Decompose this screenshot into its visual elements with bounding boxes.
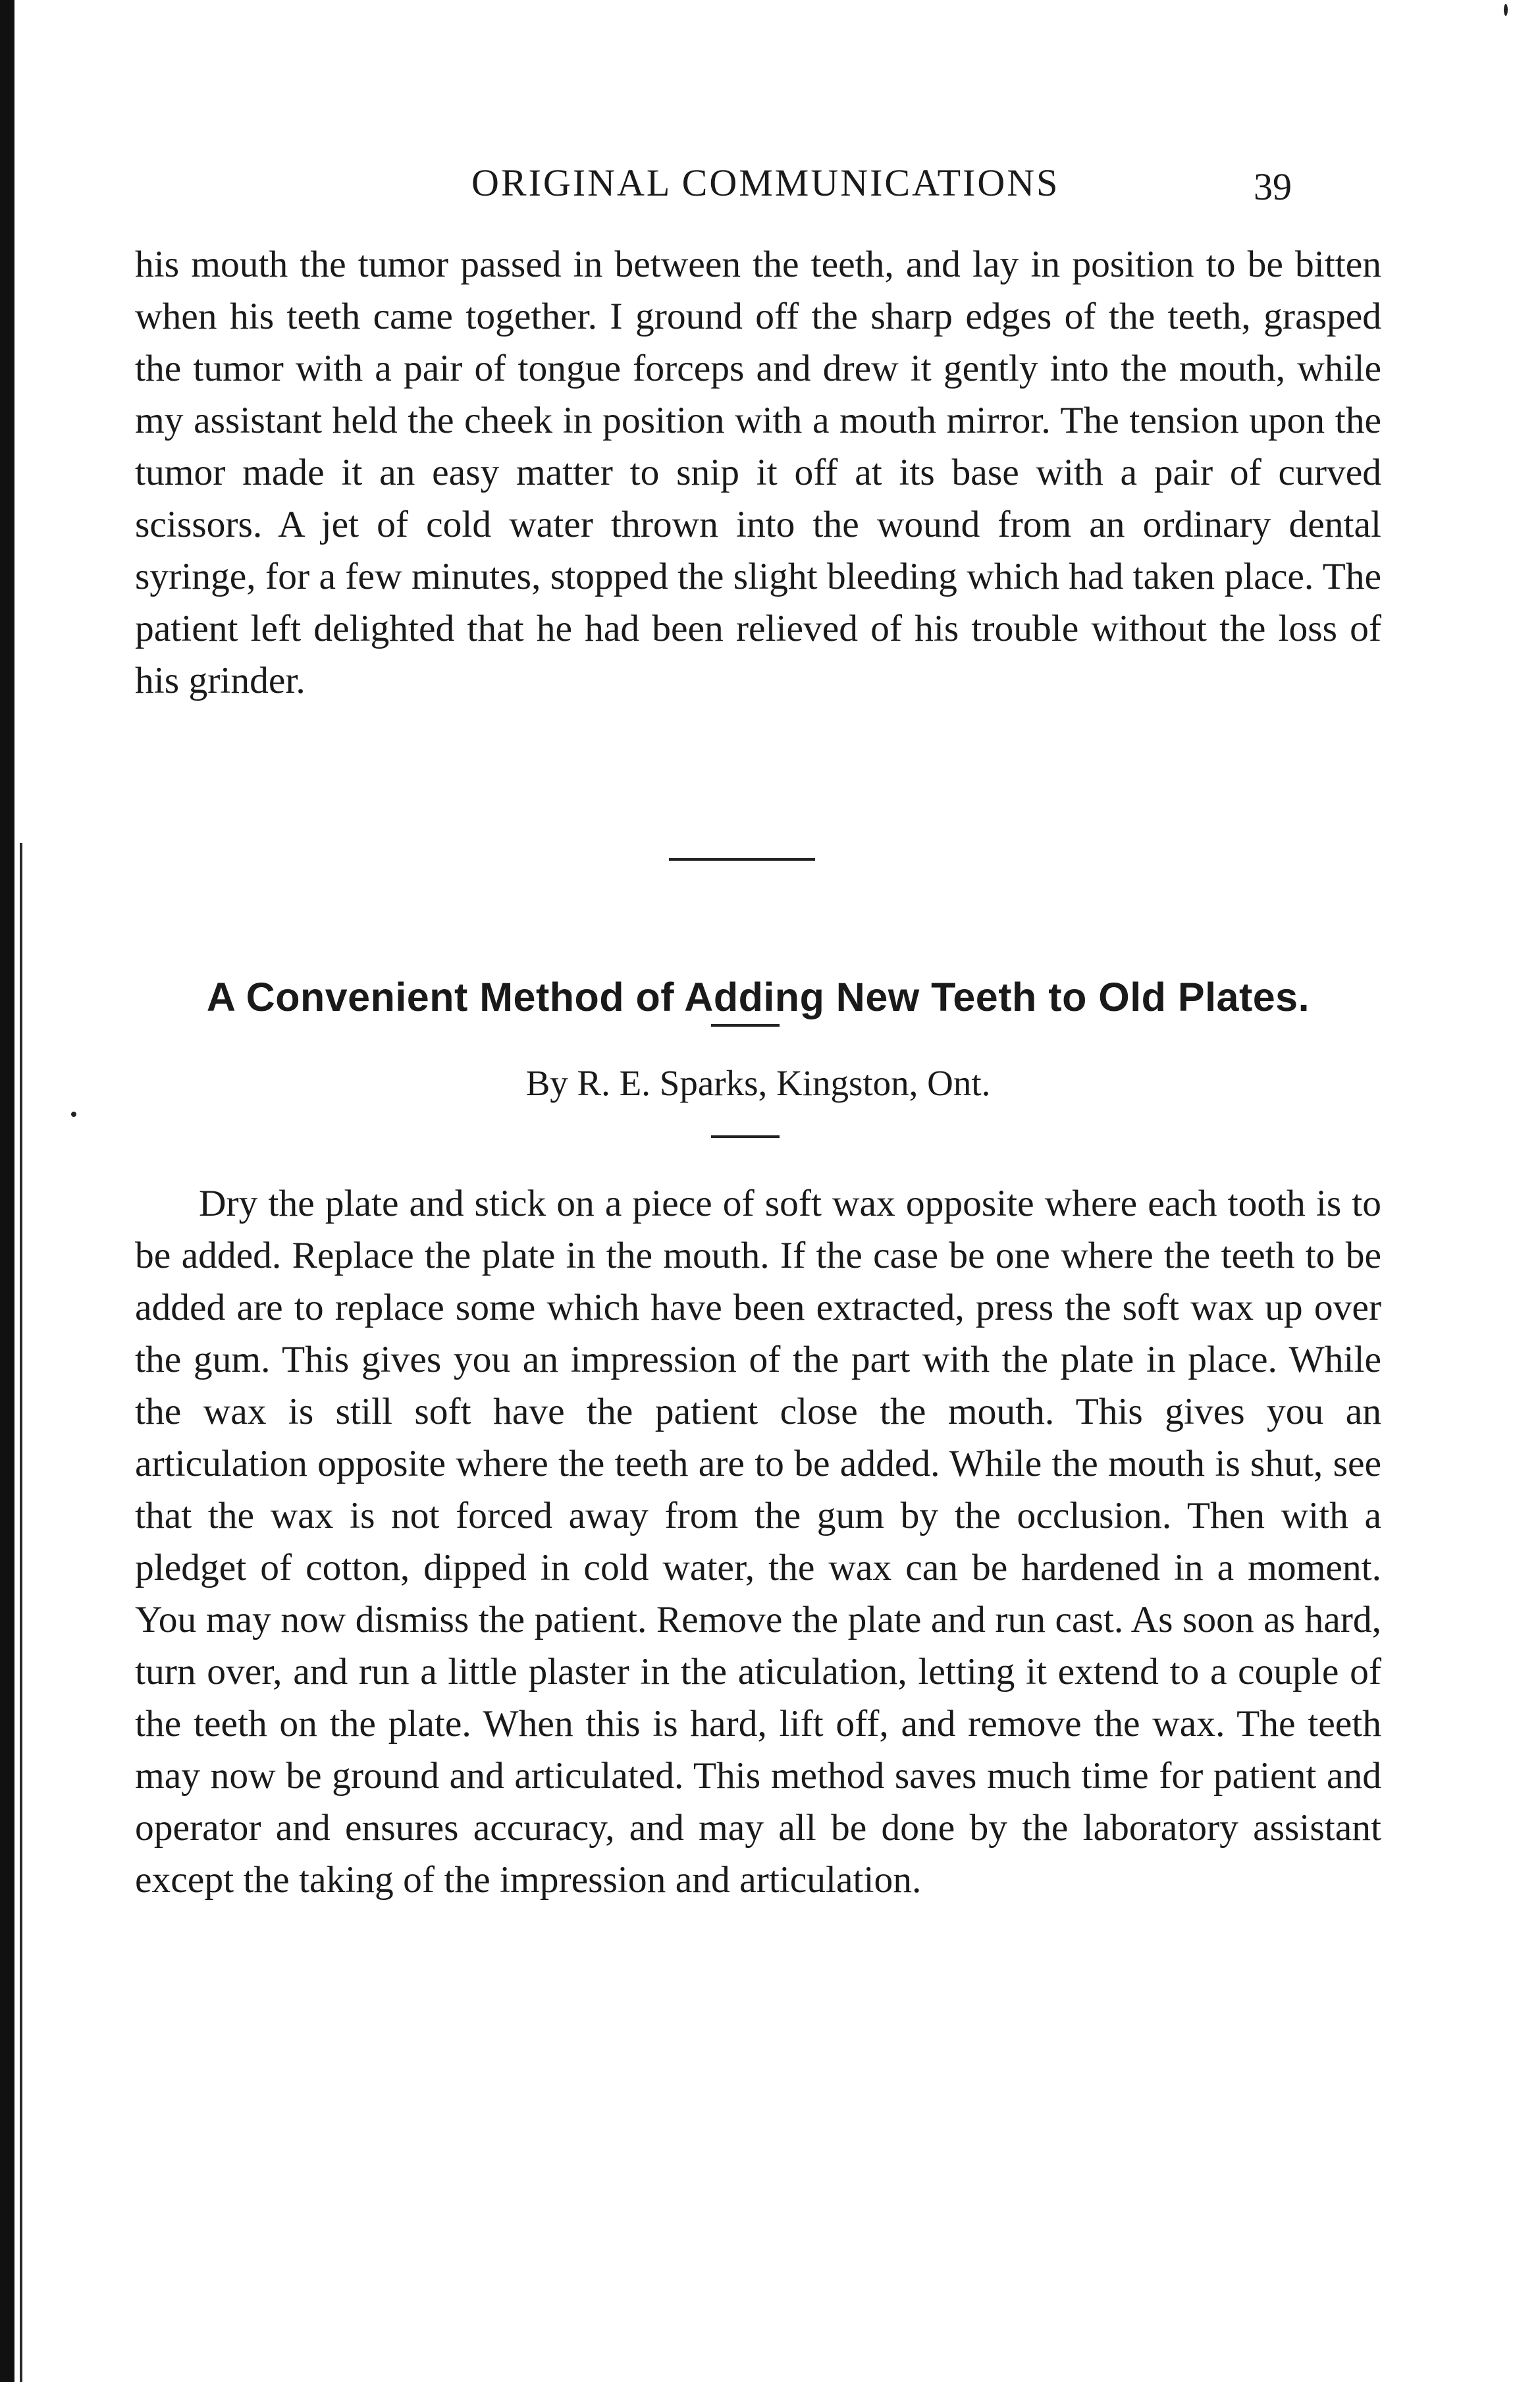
scan-speck (71, 1112, 76, 1117)
article-byline: By R. E. Sparks, Kingston, Ont. (525, 1063, 991, 1103)
binding-edge-shadow (0, 0, 14, 2382)
article-body-block (135, 1177, 1381, 1906)
continued-paragraph: his mouth the tumor passed in between the teeth, and lay in position to be bitten when his teeth came together. I ground off the sharp edges of the teeth, grasped the tumor with a pair of tongue forceps and drew it gently into the mouth, while my assistant held the cheek in position with a mouth mirror. The tension upon the tumor made it an easy matter to snip it off at its base with a pair of curved scissors. A jet of cold water thrown into the wound from an ordinary dental syringe, for a few minutes, stopped the slight bleeding which had taken place. The patient left delighted that he had been relieved of his trouble without the loss of his grinder. (135, 244, 1381, 701)
scan-speck (1504, 4, 1508, 16)
article-title: A Convenient Method of Adding New Teeth to Old Plates. (206, 974, 1310, 1019)
running-head-title: ORIGINAL COMMUNICATIONS (471, 161, 1060, 204)
page-number: 39 (1254, 165, 1292, 208)
byline-divider (711, 1135, 780, 1138)
section-divider (669, 858, 815, 861)
title-divider (711, 1024, 780, 1027)
continued-text-block (135, 238, 1381, 707)
running-head (132, 157, 1383, 209)
binding-edge-line (20, 843, 22, 2382)
article-body-paragraph: Dry the plate and stick on a piece of soft wax opposite where each tooth is to be added. Replace the plate in the mouth. If the case be one where the teeth to be added are to replace some which have been extracted, press the soft wax up over the gum. This gives you an impression of the part with the plate in place. While the wax is still soft have the patient close the mouth. This gives you an articulation opposite where the teeth are to be added. While the mouth is shut, see that the wax is not forced away from the gum by the occlusion. Then with a pledget of cotton, dipped in cold water, the wax can be hardened in a moment. You may now dismiss the patient. Remove the plate and run cast. As soon as hard, turn over, and run a little plaster in the aticulation, letting it extend to a couple of the teeth on the plate. When this is hard, lift off, and remove the wax. The teeth may now be ground and articulated. This method saves much time for patient and operator and ensures accuracy, and may all be done by the laboratory assistant except the taking of the impression and articulation. (135, 1183, 1381, 1901)
